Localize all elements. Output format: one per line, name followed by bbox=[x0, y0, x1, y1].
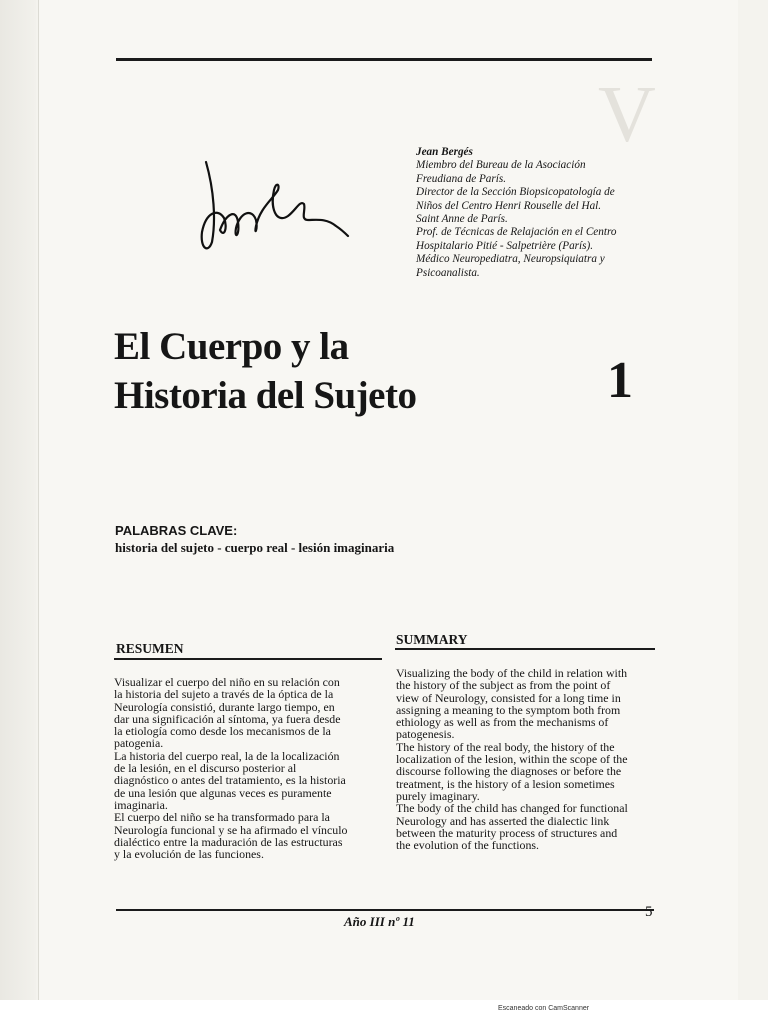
resumen-line: de una lesión que algunas veces es puramente bbox=[114, 785, 332, 800]
author-line: Prof. de Técnicas de Relajación en el Centro bbox=[416, 226, 617, 239]
issue-label: Año III nº 11 bbox=[344, 914, 415, 929]
header-rule bbox=[116, 58, 652, 61]
author-line: Director de la Sección Biopsicopatología de bbox=[416, 186, 615, 199]
summary-text bbox=[396, 667, 662, 851]
resumen-line: El cuerpo del niño se ha transformado para la bbox=[114, 810, 330, 825]
title-line: Historia del Sujeto bbox=[114, 374, 417, 417]
resumen-line: Neurología consistió, durante largo tiempo, en bbox=[114, 699, 335, 714]
chapter-number: 1 bbox=[607, 352, 633, 409]
article-title bbox=[114, 322, 416, 420]
author-line: Médico Neuropediatra, Neuropsiquiatra y bbox=[416, 253, 605, 266]
summary-line: Neurology and has asserted the dialectic link bbox=[396, 813, 610, 828]
resumen-line: la historia del sujeto a través de la óptica de la bbox=[114, 687, 334, 702]
resumen-line: la etiología como desde los mecanismos de la bbox=[114, 724, 331, 739]
resumen-line: Neurología funcional y se ha afirmado el vínculo bbox=[114, 822, 348, 837]
scan-footer-strip bbox=[0, 1000, 768, 1024]
bleed-through-letter: V bbox=[598, 71, 656, 159]
summary-line: The body of the child has changed for functional bbox=[396, 801, 628, 816]
summary-line: assigning a meaning to the symptom both from bbox=[396, 702, 621, 717]
author-line: Miembro del Bureau de la Asociación bbox=[416, 159, 586, 172]
summary-line: localization of the lesion, within the scope of the bbox=[396, 752, 628, 767]
summary-line: treatment, is the history of a lesion sometimes bbox=[396, 776, 615, 791]
resumen-line: dialéctico entre la maduración de las estructuras bbox=[114, 834, 343, 849]
author-line: Hospitalario Pitié - Salpetrière (París). bbox=[416, 239, 594, 252]
resumen-text bbox=[114, 676, 386, 860]
summary-rule bbox=[395, 648, 655, 650]
resumen-line: y la evolución de las funciones. bbox=[114, 847, 264, 862]
author-name: Jean Bergés bbox=[416, 146, 473, 158]
summary-line: purely imaginary. bbox=[396, 788, 480, 803]
resumen-line: de la lesión, en el discurso posterior al bbox=[114, 761, 297, 776]
resumen-line: diagnóstico o antes del tratamiento, es la historia bbox=[114, 773, 346, 788]
author-line: Niños del Centro Henri Rouselle del Hal. bbox=[416, 199, 602, 212]
summary-line: patogenesis. bbox=[396, 727, 455, 742]
author-signature bbox=[196, 150, 356, 270]
resumen-line: patogenia. bbox=[114, 736, 164, 751]
resumen-line: Visualizar el cuerpo del niño en su relación con bbox=[114, 675, 340, 689]
summary-line: discourse following the diagnoses or before the bbox=[396, 764, 622, 779]
summary-line: between the maturity process of structures and bbox=[396, 825, 618, 840]
author-line: Psicoanalista. bbox=[416, 266, 480, 279]
title-line: El Cuerpo y la bbox=[114, 325, 349, 368]
resumen-heading: RESUMEN bbox=[116, 641, 184, 656]
resumen-rule bbox=[114, 658, 382, 660]
scan-credit: Escaneado con CamScanner bbox=[498, 1005, 590, 1012]
keywords-heading: PALABRAS CLAVE: bbox=[115, 523, 238, 538]
summary-line: Visualizing the body of the child in relation with bbox=[396, 666, 628, 680]
summary-line: view of Neurology, consisted for a long time in bbox=[396, 690, 621, 705]
footer-rule bbox=[116, 909, 654, 911]
summary-line: the history of the subject as from the point of bbox=[396, 678, 611, 693]
author-credentials bbox=[416, 146, 676, 280]
resumen-line: imaginaria. bbox=[114, 797, 168, 812]
resumen-line: dar una significación al síntoma, ya fuera desde bbox=[114, 711, 341, 726]
summary-line: The history of the real body, the history of the bbox=[396, 739, 615, 754]
summary-heading: SUMMARY bbox=[396, 632, 468, 647]
page-number: 5 bbox=[645, 904, 653, 920]
scan-left-margin bbox=[0, 0, 36, 1000]
author-line: Saint Anne de París. bbox=[416, 213, 508, 226]
keywords-text: historia del sujeto - cuerpo real - lesión imaginaria bbox=[115, 540, 395, 555]
resumen-line: La historia del cuerpo real, la de la localización bbox=[114, 748, 340, 763]
summary-line: the evolution of the functions. bbox=[396, 838, 539, 853]
summary-line: ethiology as well as from the mechanisms of bbox=[396, 715, 609, 730]
author-line: Freudiana de París. bbox=[416, 172, 507, 185]
